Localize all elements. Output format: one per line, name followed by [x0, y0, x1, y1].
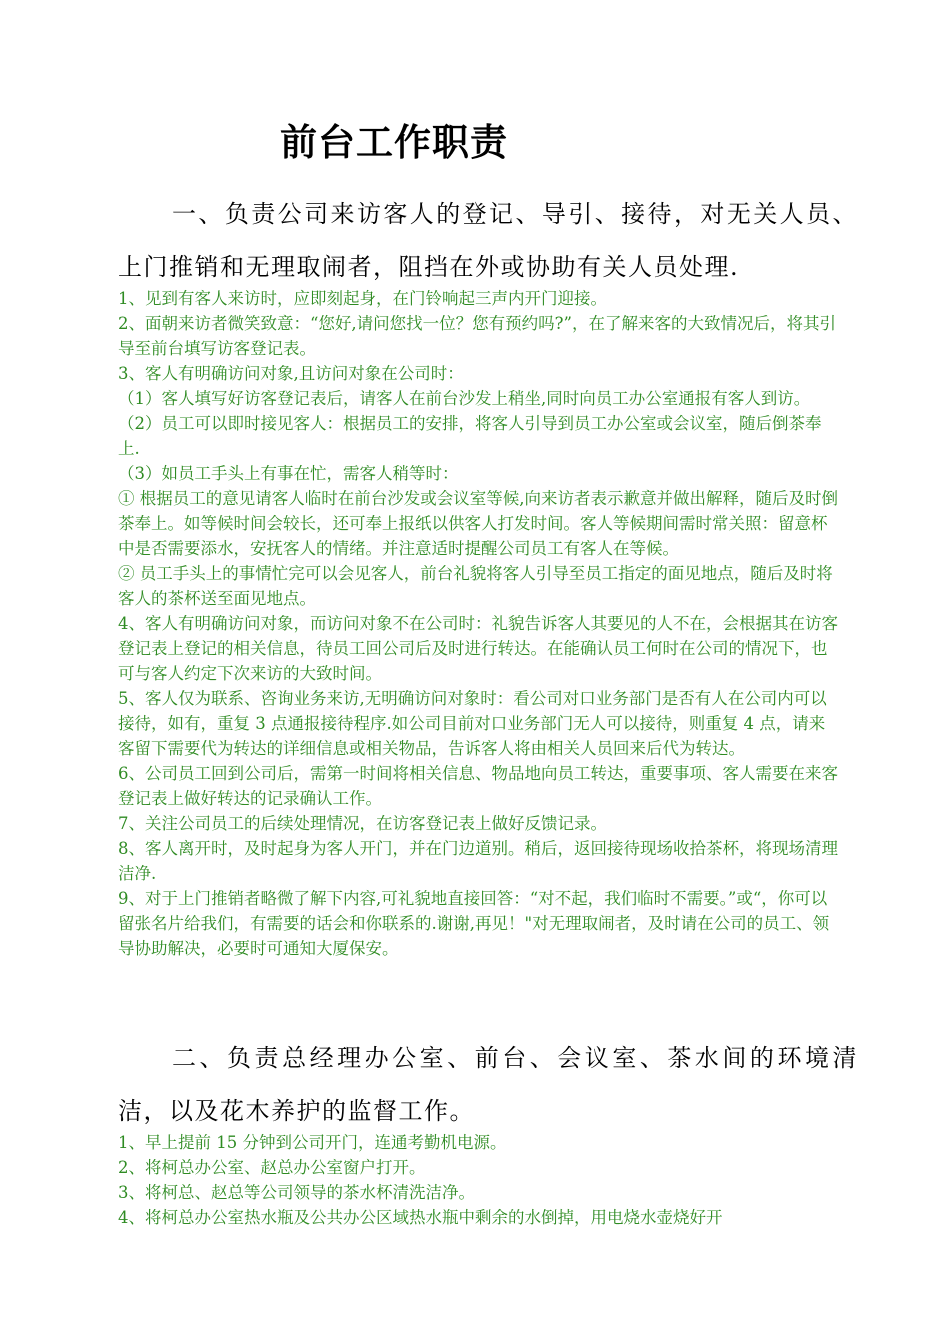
section-2-items: [118, 1130, 840, 1230]
document-title: 前台工作职责: [280, 121, 508, 164]
list-item: 2、面朝来访者微笑致意：“您好,请问您找一位？您有预约吗?”，在了解来客的大致情况后，将其引导至前台填写访客登记表。: [118, 314, 836, 358]
list-item: （1）客人填写好访客登记表后，请客人在前台沙发上稍坐,同时向员工办公室通报有客人到访。: [118, 389, 811, 408]
list-item: 8、客人离开时，及时起身为客人开门，并在门边道别。稍后，返回接待现场收拾茶杯，将现场清理洁净.: [118, 839, 838, 883]
list-item: 6、公司员工回到公司后，需第一时间将相关信息、物品地向员工转达，重要事项、客人需要在来客登记表上做好转达的记录确认工作。: [118, 764, 838, 808]
list-item: 3、客人有明确访问对象,且访问对象在公司时：: [118, 364, 464, 383]
list-item: 1、早上提前 15 分钟到公司开门，连通考勤机电源。: [118, 1133, 507, 1152]
list-item: 9、对于上门推销者略微了解下内容,可礼貌地直接回答：“对不起，我们临时不需要。”或“，你可以留张名片给我们，有需要的话会和你联系的.谢谢,再见！"对无理取闹者，及时请在公司的员工、领导协助解决，必要时可通知大厦保安。: [118, 889, 830, 958]
list-item: ① 根据员工的意见请客人临时在前台沙发或会议室等候,向来访者表示歉意并做出解释，随后及时倒茶奉上。如等候时间会较长，还可奉上报纸以供客人打发时间。客人等候期间需时常关照：留意杯中是否需要添水，安抚客人的情绪。并注意适时提醒公司员工有客人在等候。: [118, 489, 838, 558]
list-item: 4、客人有明确访问对象，而访问对象不在公司时：礼貌告诉客人其要见的人不在，会根据其在访客登记表上登记的相关信息，待员工回公司后及时进行转达。在能确认员工何时在公司的情况下，也可与客人约定下次来访的大致时间。: [118, 614, 838, 683]
list-item: 7、关注公司员工的后续处理情况，在访客登记表上做好反馈记录。: [118, 814, 607, 833]
section-heading-2: 二、负责总经理办公室、前台、会议室、茶水间的环境清洁，以及花木养护的监督工作。: [118, 1044, 858, 1125]
list-item: 4、将柯总办公室热水瓶及公共办公区域热水瓶中剩余的水倒掉，用电烧水壶烧好开: [118, 1208, 723, 1227]
section-heading-1: 一、负责公司来访客人的登记、导引、接待，对无关人员、上门推销和无理取闹者，阻挡在外或协助有关人员处理.: [118, 200, 858, 281]
list-item: 2、将柯总办公室、赵总办公室窗户打开。: [118, 1158, 426, 1177]
list-item: （3）如员工手头上有事在忙，需客人稍等时：: [118, 464, 459, 483]
list-item: 1、见到有客人来访时，应即刻起身，在门铃响起三声内开门迎接。: [118, 289, 607, 308]
section-1-items: [118, 286, 840, 961]
list-item: 3、将柯总、赵总等公司领导的茶水杯清洗洁净。: [118, 1183, 475, 1202]
list-item: 5、客人仅为联系、咨询业务来访,无明确访问对象时：看公司对口业务部门是否有人在公司内可以接待，如有，重复 3 点通报接待程序.如公司目前对口业务部门无人可以接待，则重复 4 点，请来客留下需要代为转达的详细信息或相关物品，告诉客人将由相关人员回来后代为转达。: [118, 689, 827, 758]
list-item: （2）员工可以即时接见客人：根据员工的安排，将客人引导到员工办公室或会议室，随后倒茶奉上.: [118, 414, 822, 458]
list-item: ② 员工手头上的事情忙完可以会见客人，前台礼貌将客人引导至员工指定的面见地点，随后及时将客人的茶杯送至面见地点。: [118, 564, 833, 608]
